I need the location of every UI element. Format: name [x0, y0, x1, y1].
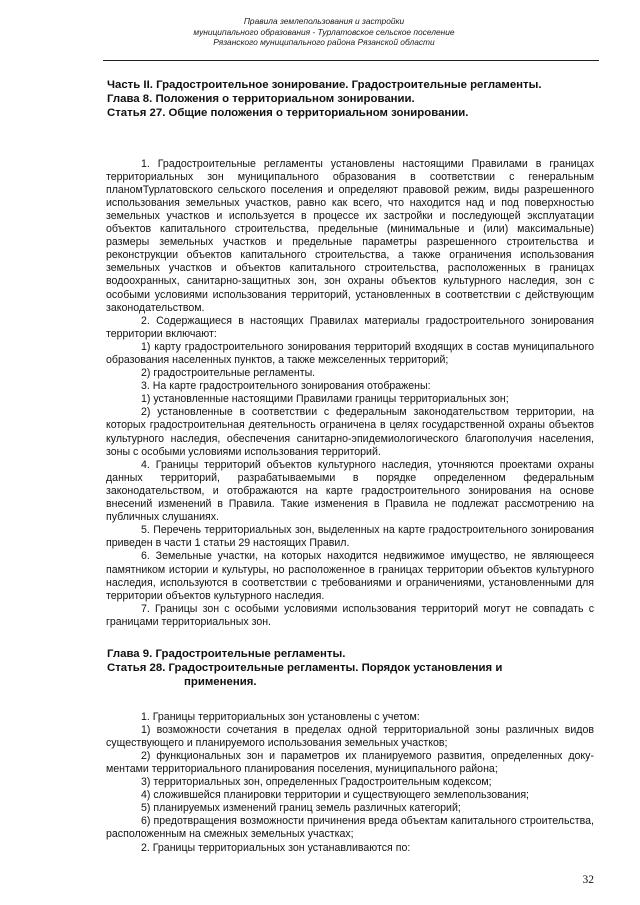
paragraph: 2) функциональных зон и параметров их планируемого развития, определенных документами территориального планирования поселения, муниципального района;	[106, 749, 594, 775]
heading-line: Глава 8. Положения о территориальном зонировании.	[107, 93, 415, 106]
paragraph: 1) установленные настоящими Правилами границы территориальных зон;	[141, 393, 509, 406]
paragraph: 1) возможности сочетания в пределах одной территориальной зоны различных видов существующего и планируемого использования земельных участков;	[106, 723, 594, 749]
header-divider	[103, 60, 599, 61]
paragraph: 2. Границы территориальных зон устанавливаются по:	[141, 841, 411, 854]
paragraph: 6. Земельные участки, на которых находится недвижимое имущество, не являющееся памятником истории и культуры, но расположенное в границах территории объектов культурного наследия, используются в соответствии с требованиями и ограничениями, установленными для территории объектов культурного наследия.	[106, 550, 594, 602]
heading-line: Статья 28. Градостроительные регламенты. Порядок установления и	[107, 662, 503, 675]
heading-line: Глава 9. Градостроительные регламенты.	[107, 647, 346, 660]
running-header	[140, 16, 508, 48]
header-line: Правила землепользования и застройки	[243, 16, 405, 26]
paragraph: 2) градостроительные регламенты.	[141, 367, 316, 380]
header-line: муниципального образования - Турлатовское сельское поселение	[193, 26, 455, 37]
paragraph: 1. Границы территориальных зон установлены с учетом:	[141, 710, 420, 723]
paragraph: 4. Границы территорий объектов культурного наследия, уточняются проектами охраны данных территорий, разрабатываемыми в порядке определенном федеральным законодательством, и отображаются на карте градостроительного зонирования на основе внесений изменений в Правила. Такие изменения в Правила не подлежат рассмотрению на публичных слушаниях.	[106, 458, 594, 524]
paragraph: 2. Содержащиеся в настоящих Правилах материалы градостроительного зонирования территории включают:	[106, 314, 594, 340]
header-line: Рязанского муниципального района Рязанской области	[213, 37, 435, 47]
article-28-body	[106, 711, 594, 855]
heading-line: Статья 27. Общие положения о территориальном зонировании.	[107, 107, 469, 120]
paragraph: 7. Границы зон с особыми условиями использования территорий могут не совпадать с границами территориальных зон.	[106, 602, 594, 628]
paragraph: 2) установленные в соответствии с федеральным законодательством территории, на которых градостроительная деятельность ограничена в целях государственной охраны объектов культурного наследия, обеспечения санитарно-эпидемиологического благополучия населения, зоны с особыми условиями использования территорий.	[106, 406, 594, 458]
paragraph: 3) территориальных зон, определенных Градостроительным кодексом;	[141, 776, 492, 789]
paragraph: 6) предотвращения возможности причинения вреда объектам капитального строительства, расположенным на смежных земельных участках;	[106, 815, 594, 841]
paragraph: 1) карту градостроительного зонирования территорий входящих в состав муниципального образования населенных пунктов, а также межселенных территорий;	[106, 340, 594, 367]
heading-line: Часть II. Градостроительное зонирование. Градостроительные регламенты.	[107, 79, 542, 91]
page-body	[106, 78, 594, 855]
article-27-body	[106, 158, 594, 629]
chapter-9-heading	[107, 647, 594, 690]
paragraph: 5. Перечень территориальных зон, выделенных на карте градостроительного зонирования приведен в части 1 статьи 29 настоящих Правил.	[106, 524, 594, 550]
paragraph: 4) сложившейся планировки территории и существующего землепользования;	[141, 789, 530, 802]
paragraph: 3. На карте градостроительного зонирования отображены:	[141, 380, 431, 393]
heading-line: применения.	[184, 676, 257, 689]
paragraph: 1. Градостроительные регламенты установлены настоящими Правилами в границах территориальных зон муниципального образования в соответствии с генеральным планомТурлатовского сельского поселения и определяют правовой режим, виды разрешенного использования земельных участков, равно как всего, что находится над и под поверхностью земельных участков и используется в процессе их застройки и последующей эксплуатации объектов капитального строительства, предельные (минимальные и (или) максимальные) размеры земельных участков и предельные параметры разрешенного строительства и реконструкции объектов капитального строительства, а также ограничения использования земельных участков и объектов капитального строительства, расположенных в границах водоохранных, санитарно-защитных зон, зон охраны объектов культурного наследия, зон с особыми условиями использования территорий, установленных в соответствии с действующим законодательством.	[106, 157, 594, 314]
part-2-heading	[107, 78, 594, 121]
paragraph: 5) планируемых изменений границ земель различных категорий;	[141, 802, 461, 815]
page-number: 32	[582, 874, 594, 886]
